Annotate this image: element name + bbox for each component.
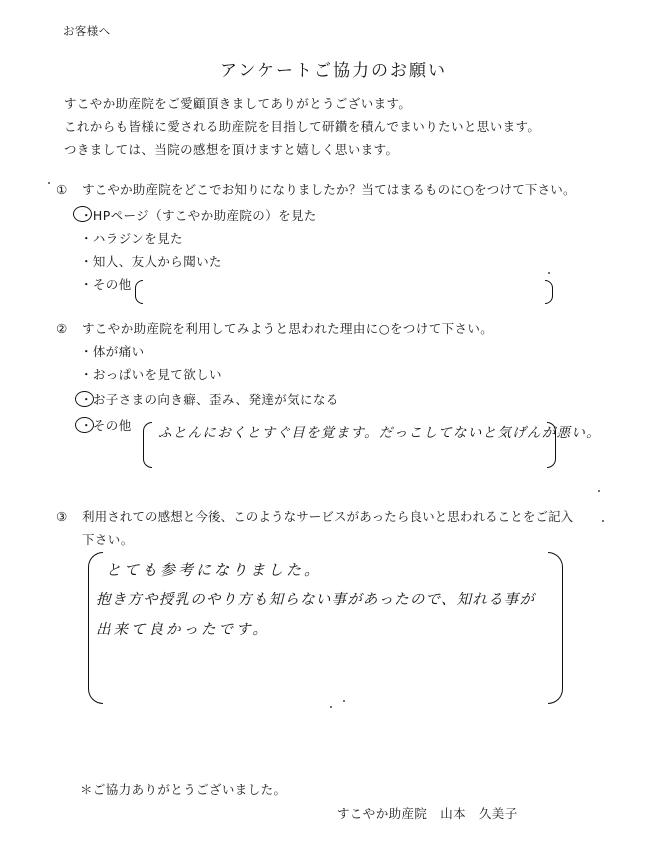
scan-speck: [343, 700, 345, 702]
q2-question: すこやか助産院を利用してみようと思われた理由に○をつけて下さい。: [82, 321, 494, 336]
q3-question-line-2: 下さい。: [82, 532, 134, 547]
q1-option-friend[interactable]: ・知人、友人から聞いた: [80, 254, 222, 269]
q3-answer-line-2: 抱き方や授乳のやり方も知らない事があったので、知れる事が: [96, 592, 536, 608]
scan-speck: [548, 272, 550, 274]
scan-speck: [330, 706, 332, 708]
q2-option-other[interactable]: ・その他: [80, 418, 132, 433]
thanks-note: ＊ご協力ありがとうございました。: [80, 782, 287, 797]
q1-other-bracket-left: [135, 280, 143, 304]
q2-other-bracket-left: [143, 422, 152, 468]
scan-speck: [48, 182, 50, 184]
q2-option-other-mark: [75, 417, 94, 433]
scan-speck: [602, 520, 604, 522]
addressee: お客様へ: [63, 24, 111, 38]
q1-option-hp[interactable]: ・HPページ（すこやか助産院の）を見た: [80, 208, 317, 223]
q2-number: ②: [56, 321, 68, 336]
q3-answer-line-1: とても参考になりました。: [106, 561, 323, 579]
intro-line-3: つきましては、当院の感想を頂けますと嬉しく思います。: [64, 142, 399, 157]
q1-other-bracket-right: [545, 280, 553, 304]
q2-option-child-mark: [75, 391, 94, 407]
q1-option-hp-mark: [73, 206, 92, 222]
intro-line-2: これからも皆様に愛される助産院を目指して研鑽を積んでまいりたいと思います。: [64, 119, 541, 134]
intro-line-1: すこやか助産院をご愛顧頂きましてありがとうございます。: [64, 96, 412, 111]
q3-number: ③: [56, 509, 68, 524]
q2-option-breast[interactable]: ・おっぱいを見て欲しい: [80, 367, 222, 382]
page-title: アンケートご協力のお願い: [220, 61, 447, 81]
q1-number: ①: [56, 182, 68, 197]
scan-speck: [598, 490, 600, 492]
q1-option-other[interactable]: ・その他: [80, 277, 132, 292]
q1-option-harajin[interactable]: ・ハラジンを見た: [80, 231, 183, 246]
q1-question: すこやか助産院をどこでお知りになりましたか？当てはまるものに○をつけて下さい。: [82, 182, 576, 197]
q3-answer-line-3: 出来て良かったです。: [96, 622, 270, 638]
q2-option-child[interactable]: ・お子さまの向き癖、歪み、発達が気になる: [80, 392, 339, 407]
q2-other-answer: ふとんにおくとすぐ目を覚ます。だっこしてないと気げんが悪い。: [158, 425, 601, 441]
q2-option-pain[interactable]: ・体が痛い: [80, 344, 145, 359]
q3-question-line-1: 利用されての感想と今後、このようなサービスがあったら良いと思われることをご記入: [82, 509, 574, 524]
q3-answer-bracket-right: [548, 552, 563, 704]
signature: すこやか助産院 山本 久美子: [337, 806, 518, 821]
